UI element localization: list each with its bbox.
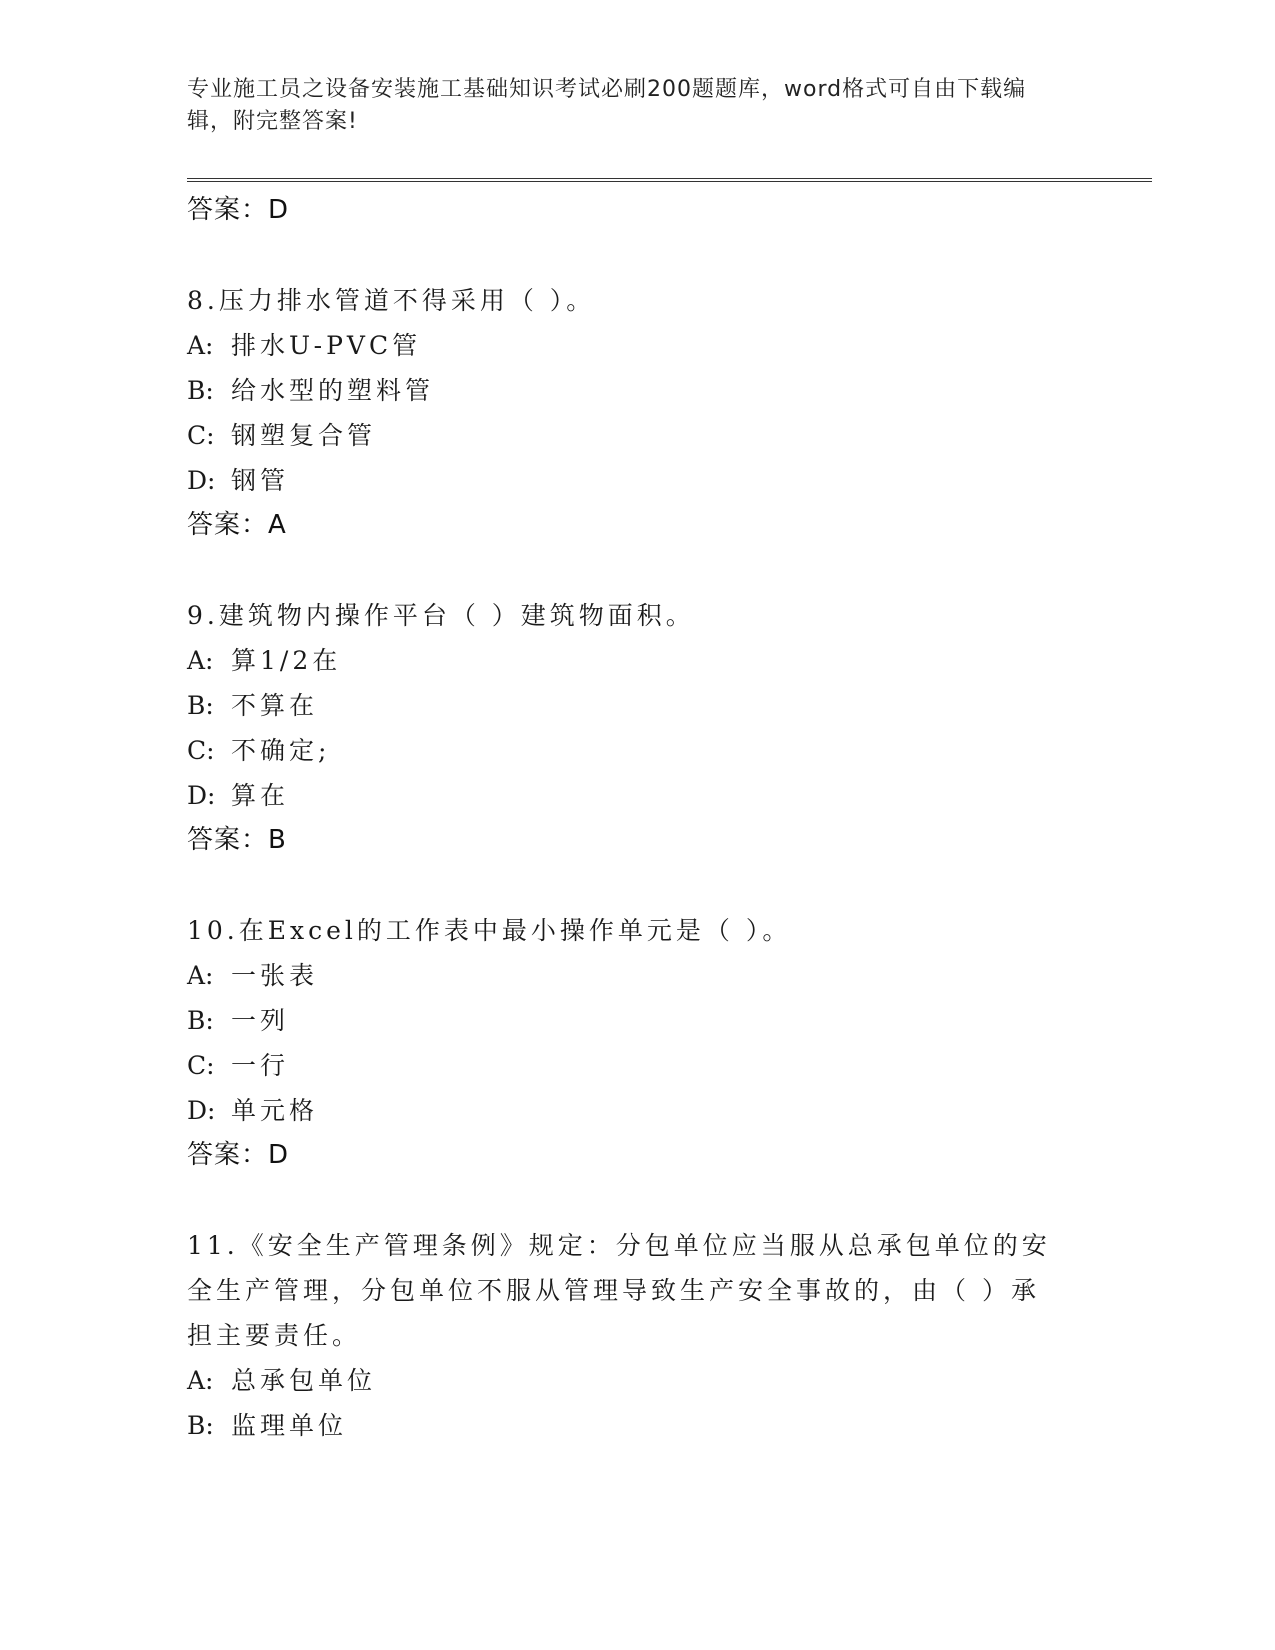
option-text: 钢塑复合管 (231, 421, 377, 450)
answer-line: 答案：B (187, 825, 287, 855)
option-letter: C: (187, 421, 215, 450)
question-block-9 (187, 593, 1067, 862)
option-a (187, 1358, 1067, 1403)
option-letter: D: (187, 1096, 216, 1125)
option-text: 排水U-PVC管 (231, 331, 422, 360)
option-letter: A: (187, 646, 214, 675)
spacer (187, 232, 1067, 278)
option-b (187, 998, 1067, 1043)
option-text: 一行 (231, 1051, 290, 1080)
option-letter: B: (187, 1006, 214, 1035)
option-a (187, 953, 1067, 998)
question-block-10 (187, 908, 1067, 1177)
option-text: 不确定; (231, 736, 331, 765)
question-stem: 10.在Excel的工作表中最小操作单元是（ ）。 (187, 916, 792, 945)
option-text: 一张表 (231, 961, 319, 990)
option-letter: A: (187, 961, 214, 990)
option-text: 算1/2在 (231, 646, 342, 675)
spacer (187, 547, 1067, 593)
option-d (187, 458, 1067, 503)
answer-line: 答案：D (187, 1140, 290, 1170)
answer-line: 答案：A (187, 510, 287, 540)
option-b (187, 1403, 1067, 1448)
option-b (187, 683, 1067, 728)
spacer (187, 1177, 1067, 1223)
question-stem: 8.压力排水管道不得采用（ ）。 (187, 286, 596, 315)
option-text: 不算在 (231, 691, 319, 720)
option-letter: A: (187, 1366, 214, 1395)
option-letter: C: (187, 736, 215, 765)
answer-previous: 答案：D (187, 195, 290, 225)
option-text: 总承包单位 (231, 1366, 377, 1395)
option-text: 算在 (231, 781, 290, 810)
page-header-text: 专业施工员之设备安装施工基础知识考试必刷200题题库，word格式可自由下载编辑，附完整答案! (187, 77, 1027, 134)
option-letter: A: (187, 331, 214, 360)
option-c (187, 413, 1067, 458)
question-list (187, 188, 1067, 1448)
option-b (187, 368, 1067, 413)
question-stem: 11.《安全生产管理条例》规定：分包单位应当服从总承包单位的安全生产管理，分包单位不服从管理导致生产安全事故的，由（ ）承担主要责任。 (187, 1231, 1051, 1350)
option-text: 监理单位 (231, 1411, 348, 1440)
option-letter: D: (187, 466, 216, 495)
option-a (187, 638, 1067, 683)
option-d (187, 773, 1067, 818)
option-letter: C: (187, 1051, 215, 1080)
question-stem: 9.建筑物内操作平台（ ）建筑物面积。 (187, 601, 695, 630)
option-letter: B: (187, 691, 214, 720)
header-divider (187, 178, 1152, 182)
option-letter: B: (187, 1411, 214, 1440)
option-text: 一列 (231, 1006, 290, 1035)
option-text: 给水型的塑料管 (231, 376, 435, 405)
option-d (187, 1088, 1067, 1133)
spacer (187, 862, 1067, 908)
option-text: 单元格 (231, 1096, 319, 1125)
option-a (187, 323, 1067, 368)
option-letter: D: (187, 781, 216, 810)
option-c (187, 728, 1067, 773)
option-text: 钢管 (231, 466, 290, 495)
option-letter: B: (187, 376, 214, 405)
option-c (187, 1043, 1067, 1088)
question-block-11 (187, 1223, 1067, 1448)
question-block-8 (187, 278, 1067, 547)
